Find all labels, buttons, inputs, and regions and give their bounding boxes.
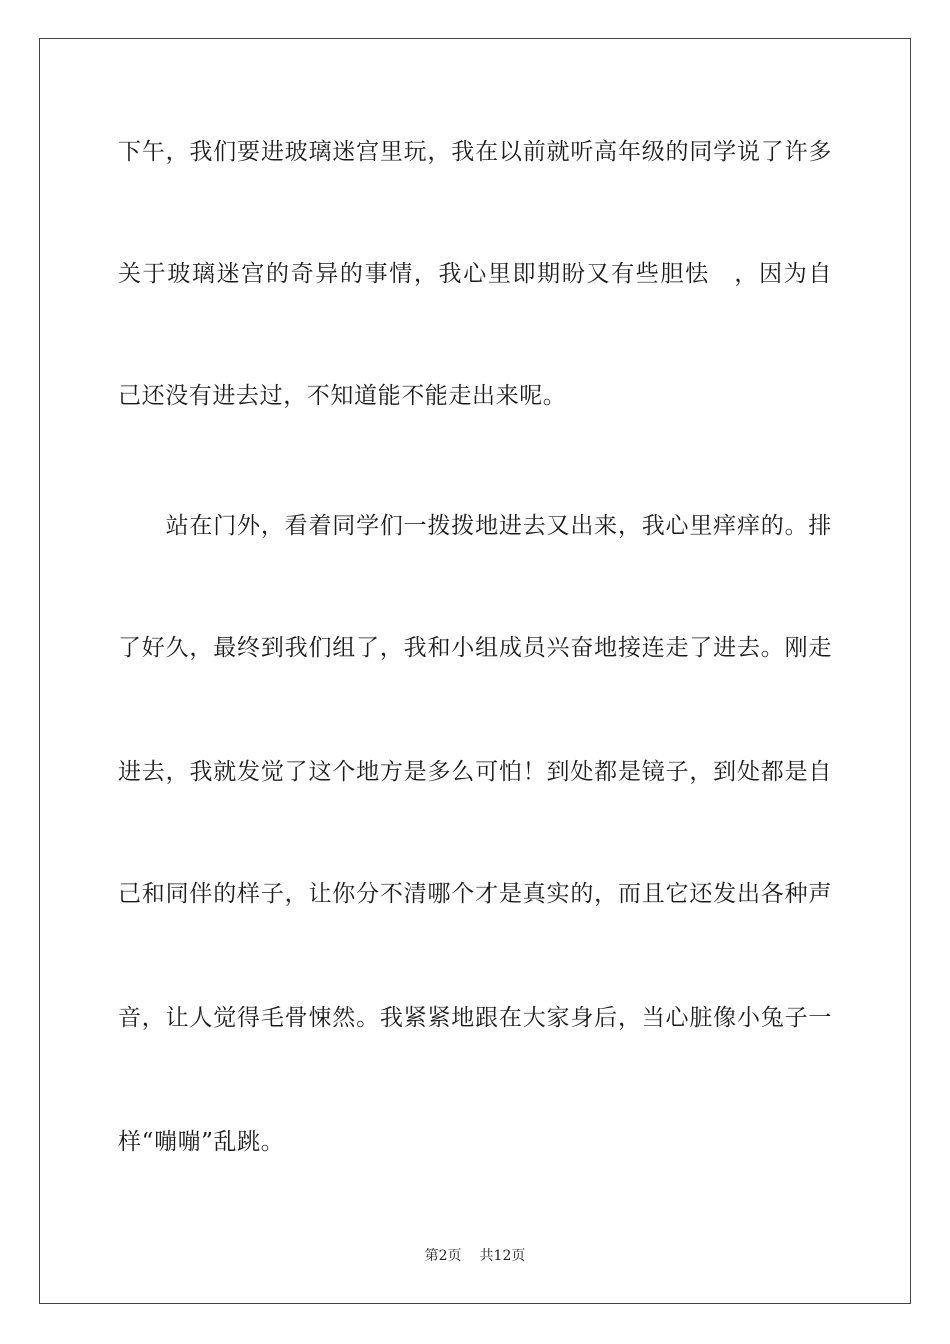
body-line-6: 进去，我就发觉了这个地方是多么可怕！到处都是镜子，到处都是自 [118, 759, 832, 785]
page-total: 共12页 [479, 1248, 526, 1264]
page-number: 第2页 [424, 1248, 462, 1264]
body-line-5: 了好久，最终到我们组了，我和小组成员兴奋地接连走了进去。刚走 [118, 635, 832, 661]
body-line-3: 己还没有进去过，不知道能不能走出来呢。 [118, 383, 567, 409]
body-line-8: 音，让人觉得毛骨悚然。我紧紧地跟在大家身后，当心脏像小兔子一 [118, 1005, 832, 1031]
body-line-4: 站在门外，看着同学们一拨拨地进去又出来，我心里痒痒的。排 [118, 513, 832, 539]
body-line-1: 下午，我们要进玻璃迷宫里玩，我在以前就听高年级的同学说了许多 [118, 139, 832, 165]
page-footer [0, 1246, 950, 1266]
body-line-2: 关于玻璃迷宫的奇异的事情，我心里即期盼又有些胆怯 ，因为自 [118, 261, 832, 287]
body-line-7: 己和同伴的样子，让你分不清哪个才是真实的，而且它还发出各种声 [118, 881, 832, 907]
page-border [39, 38, 911, 1304]
body-line-9: 样“嘣嘣”乱跳。 [118, 1129, 285, 1155]
